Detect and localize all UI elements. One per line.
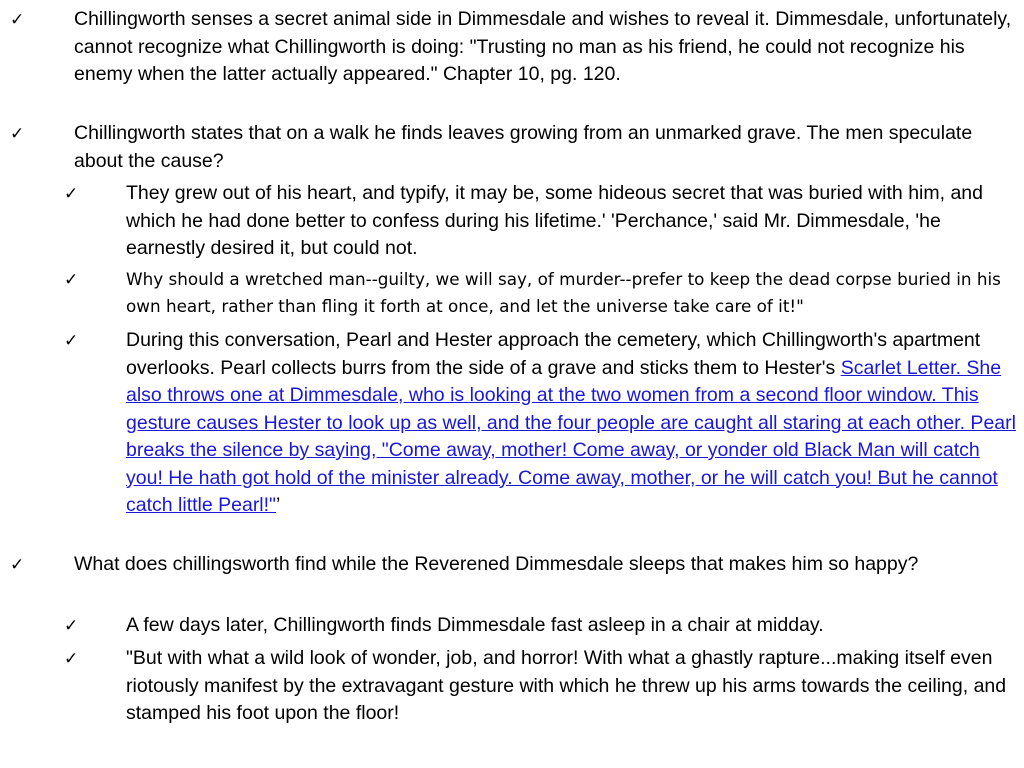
checkmark-icon: ✓ xyxy=(10,10,25,30)
bullet-item xyxy=(10,551,1020,579)
sub-bullet-text: "But with what a wild look of wonder, job, and horror! With what a ghastly rapture...making itself even riotously manifest by the extravagant gesture with which he threw up his arms towards the ceiling, and stamped his foot upon the floor! xyxy=(126,647,1007,724)
plain-text: During this conversation, Pearl and Hester approach the cemetery, which Chillingworth's apartment overlooks. Pearl collects burrs from the side of a grave and sticks them to Hester's xyxy=(126,329,981,379)
scarlet-letter-link[interactable]: Scarlet Letter. She also throws one at Dimmesdale, who is looking at the two women from a second floor window. This gesture causes Hester to look up as well, and the four people are caught all staring at each other. Pearl breaks the silence by saying, "Come away, mother! Come away, or yonder old Black Man will catch you! He hath got hold of the minister already. Come away, mother, or he will catch you! But he cannot catch little Pearl!" xyxy=(126,356,1016,516)
bullet-text: What does chillingsworth find while the Reverened Dimmesdale sleeps that makes him so happy? xyxy=(74,553,919,575)
checkmark-icon: ✓ xyxy=(64,649,79,669)
bullet-item xyxy=(10,120,1020,175)
checkmark-icon: ✓ xyxy=(64,616,79,636)
sub-bullet-text: A few days later, Chillingworth finds Dimmesdale fast asleep in a chair at midday. xyxy=(126,614,824,636)
sub-bullet-item xyxy=(64,180,1020,263)
bullet-text: Chillingworth senses a secret animal side in Dimmesdale and wishes to reveal it. Dimmesdale, unfortunately, cannot recognize what Chillingworth is doing: "Trusting no man as his friend, he could not recognize his enemy when the latter actually appeared." Chapter 10, pg. 120. xyxy=(74,8,1012,85)
checkmark-icon: ✓ xyxy=(64,270,79,290)
sub-bullet-item xyxy=(64,327,1020,520)
bullet-text: Chillingworth states that on a walk he finds leaves growing from an unmarked grave. The men speculate about the cause? xyxy=(74,122,973,172)
sub-bullet-item xyxy=(64,645,1020,728)
sub-bullet-text: They grew out of his heart, and typify, it may be, some hideous secret that was buried with him, and which he had done better to confess during his lifetime.' 'Perchance,' said Mr. Dimmesdale, 'he earnestly desired it, but could not. xyxy=(126,182,983,259)
checkmark-icon: ✓ xyxy=(10,555,25,575)
checkmark-icon: ✓ xyxy=(64,331,79,351)
sub-bullet-text: Why should a wretched man--guilty, we will say, of murder--prefer to keep the dead corpse buried in his own heart, rather than fling it forth at once, and let the universe take care of it!" xyxy=(126,269,1001,316)
sub-bullet-text xyxy=(126,327,1020,520)
checkmark-icon: ✓ xyxy=(64,184,79,204)
sub-bullet-item xyxy=(64,612,1020,640)
trailing-quote: ’ xyxy=(275,494,281,516)
bullet-item xyxy=(10,6,1020,89)
sub-bullet-item xyxy=(64,266,1020,320)
checkmark-icon: ✓ xyxy=(10,124,25,144)
